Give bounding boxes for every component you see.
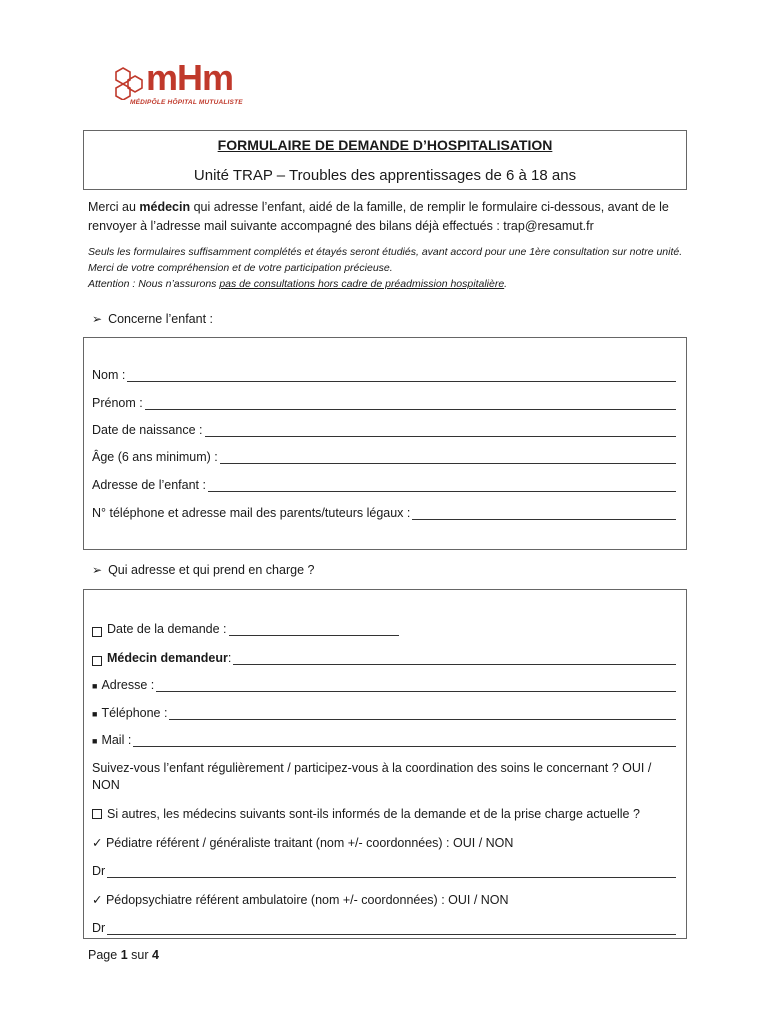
title-box: [83, 130, 687, 190]
child-firstname-input-line[interactable]: [145, 398, 676, 410]
other-doctors-question: [92, 806, 676, 823]
child-name-label: Nom :: [92, 368, 126, 382]
intro-text-post: qui adresse l’enfant, aidé de la famille, de remplir le formulaire ci-dessous, avant de le renvoyer à l’adresse mail suivante accompagné des bilans déjà effectués : trap@resamut.fr: [88, 200, 669, 233]
pediatrician-input-line[interactable]: [107, 866, 676, 878]
section-referrer-heading-text: Qui adresse et qui prend en charge ?: [108, 563, 315, 577]
pediatrician-name-field[interactable]: [92, 864, 676, 878]
psychiatrist-dr-label: Dr: [92, 921, 106, 935]
section-referrer-heading: [92, 563, 314, 577]
parents-contact-field[interactable]: [92, 506, 676, 520]
other-doctors-text: Si autres, les médecins suivants sont-ils informés de la demande et de la prise charge actuelle ?: [107, 807, 640, 821]
doctor-phone-input-line[interactable]: [169, 708, 676, 720]
logo-text: mHm: [146, 57, 234, 98]
child-address-label: Adresse de l’enfant :: [92, 478, 206, 492]
notice-underlined-text: pas de consultations hors cadre de préadmission hospitalière: [219, 278, 505, 290]
hexagon-logo-icon: [112, 66, 146, 100]
notice-period: .: [504, 278, 508, 290]
notice-paragraph: [88, 244, 688, 292]
arrow-icon: ➢: [92, 312, 103, 326]
bullet-icon: ■: [92, 709, 98, 719]
pediatrician-question: ✓ Pédiatre référent / généraliste traitant (nom +/- coordonnées) : OUI / NON: [92, 836, 514, 850]
form-title: FORMULAIRE DE DEMANDE D’HOSPITALISATION: [217, 137, 553, 153]
form-subtitle: Unité TRAP – Troubles des apprentissages de 6 à 18 ans: [193, 167, 577, 184]
child-age-label: Âge (6 ans minimum) :: [92, 450, 218, 464]
bullet-icon: ■: [92, 736, 98, 746]
child-psychiatrist-question: ✓ Pédopsychiatre référent ambulatoire (nom +/- coordonnées) : OUI / NON: [92, 893, 509, 907]
pediatrician-dr-label: Dr: [92, 864, 106, 878]
requesting-doctor-input-line[interactable]: [233, 653, 676, 665]
psychiatrist-input-line[interactable]: [107, 923, 676, 935]
child-firstname-label: Prénom :: [92, 396, 143, 410]
other-doctors-checkbox[interactable]: [92, 809, 102, 819]
page-number: [88, 948, 159, 962]
requesting-doctor-colon: :: [227, 651, 232, 665]
child-firstname-field[interactable]: [92, 396, 676, 410]
logo-subtitle: MÉDIPÔLE HÔPITAL MUTUALISTE: [130, 99, 243, 106]
requesting-doctor-field[interactable]: [92, 651, 676, 665]
child-address-field[interactable]: [92, 478, 676, 492]
request-date-label: Date de la demande :: [107, 622, 227, 636]
notice-line-2: [88, 276, 688, 292]
doctor-mail-input-line[interactable]: [133, 735, 676, 747]
child-name-field[interactable]: [92, 368, 676, 382]
intro-paragraph: [88, 198, 688, 236]
child-age-field[interactable]: [92, 450, 676, 464]
doctor-address-field[interactable]: [92, 678, 676, 692]
doctor-address-label: Adresse :: [101, 678, 155, 692]
current-page: 1: [120, 948, 128, 962]
doctor-mail-label: Mail :: [101, 733, 132, 747]
notice-line-1: Seuls les formulaires suffisamment complétés et étayés seront étudiés, avant accord pour une 1ère consultation sur notre unité. Merci de votre compréhension et de votre participation précieuse.: [88, 246, 683, 274]
intro-text-pre: Merci au: [88, 200, 140, 214]
hospital-logo: [112, 57, 252, 110]
intro-text-bold: médecin: [139, 200, 191, 214]
notice-attention-text: Attention : Nous n’assurons: [88, 278, 220, 290]
follow-up-question: Suivez-vous l’enfant régulièrement / participez-vous à la coordination des soins le concernant ? OUI / NON: [92, 761, 652, 792]
requesting-doctor-checkbox[interactable]: [92, 656, 102, 666]
child-birthdate-field[interactable]: [92, 423, 676, 437]
requesting-doctor-label: Médecin demandeur: [107, 651, 228, 665]
doctor-phone-label: Téléphone :: [101, 706, 168, 720]
psychiatrist-name-field[interactable]: [92, 921, 676, 935]
section-child-heading: [92, 312, 213, 326]
child-address-input-line[interactable]: [208, 480, 676, 492]
arrow-icon: ➢: [92, 563, 103, 577]
doctor-address-input-line[interactable]: [156, 680, 676, 692]
child-info-box: [83, 337, 687, 550]
of-word: sur: [131, 948, 149, 962]
total-pages: 4: [151, 948, 159, 962]
section-child-heading-text: Concerne l’enfant :: [108, 312, 213, 326]
request-date-field[interactable]: [92, 622, 676, 636]
referrer-info-box: [83, 589, 687, 939]
parents-contact-input-line[interactable]: [412, 508, 676, 520]
request-date-checkbox[interactable]: [92, 627, 102, 637]
child-name-input-line[interactable]: [127, 370, 676, 382]
child-age-input-line[interactable]: [220, 452, 676, 464]
doctor-phone-field[interactable]: [92, 706, 676, 720]
parents-contact-label: N° téléphone et adresse mail des parents/tuteurs légaux :: [92, 506, 411, 520]
child-birthdate-label: Date de naissance :: [92, 423, 203, 437]
child-birthdate-input-line[interactable]: [205, 425, 677, 437]
bullet-icon: ■: [92, 681, 98, 691]
page-word: Page: [88, 948, 118, 962]
doctor-mail-field[interactable]: [92, 733, 676, 747]
request-date-input-line[interactable]: [229, 624, 399, 636]
